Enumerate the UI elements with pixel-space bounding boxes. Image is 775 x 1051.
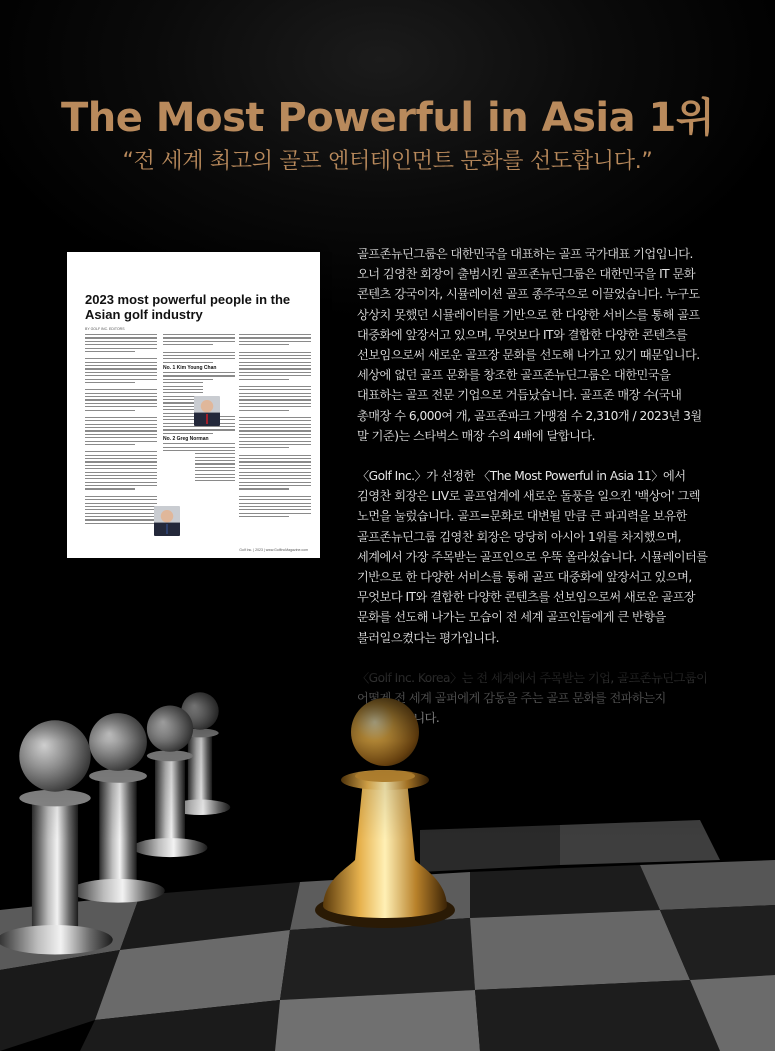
page-subtitle: “전 세계 최고의 골프 엔터테인먼트 문화를 선도합니다.” bbox=[122, 149, 653, 174]
magazine-column-3 bbox=[239, 334, 311, 544]
magazine-headline: 2023 most powerful people in the Asian golf industry bbox=[85, 292, 291, 322]
magazine-column-1 bbox=[85, 334, 157, 544]
paragraph-1: 골프존뉴딘그룹은 대한민국을 대표하는 골프 국가대표 기업입니다. 오너 김영찬 회장이 출범시킨 골프존뉴딘그룹은 대한민국을 IT 문화 콘텐츠 강국이자, 시뮬레이션 골프 종주국으로 이끌었습니다. 누구도 상상치 못했던 시뮬레이터를 기반으로 한 다양한 서비스를 통해 골프 대중화에 앞장서고 있으며, 무엇보다 IT와 결합한 다양한 콘텐츠를 선보임으로써 새로운 골프장 문화를 선도해 나가고 있기 때문입니다. bbox=[357, 247, 700, 363]
profile-2-name: No. 2 Greg Norman bbox=[163, 436, 209, 443]
paragraph-3: 〈Golf Inc.〉가 선정한 〈The Most Powerful in Asia 11〉에서 김영찬 회장은 LIV로 골프업계에 새로운 돌풍을 일으킨 '백상어' 그렉 노먼을 눌렀습니다. 골프=문화로 대변될 만큼 큰 파괴력을 보유한 골프존뉴딘그룹 김영찬 회장은 당당히 아시아 1위를 차지했으며, 세계에서 가장 주목받는 골프인으로 우뚝 올라섰습니다. 시뮬레이터를 기반으로 한 다양한 서비스를 통해 골프 대중화에 앞장서고 있으며, 무엇보다 IT와 결합한 다양한 콘텐츠를 선보임으로써 새로운 골프장 문화를 선도해 나가는 모습이 전 세계 골프인들에게 큰 반향을 불러일으켰다는 평가입니다. bbox=[357, 469, 708, 645]
profile-1-photo bbox=[194, 396, 220, 426]
magazine-footer: Golf Inc. | 2023 | www.GolfIncMagazine.com bbox=[239, 548, 308, 552]
magazine-page-image bbox=[67, 252, 320, 558]
chess-board-illustration bbox=[0, 660, 775, 1051]
page-title: The Most Powerful in Asia 1위 bbox=[60, 95, 715, 141]
magazine-byline: BY GOLF INC. EDITORS bbox=[85, 327, 125, 331]
paragraph-2: 세상에 없던 골프 문화를 창조한 골프존뉴딘그룹은 대한민국을 대표하는 골프 전문 기업으로 거듭났습니다. 골프존 매장 수(국내 총매장 수 6,000여 개, 골프존파크 가맹점 수 2,310개 / 2023년 3월 말 기준)는 스타벅스 매장 수의 4배에 달합니다. bbox=[357, 368, 702, 443]
profile-1-name: No. 1 Kim Young Chan bbox=[163, 365, 217, 371]
profile-2-photo bbox=[154, 506, 180, 536]
